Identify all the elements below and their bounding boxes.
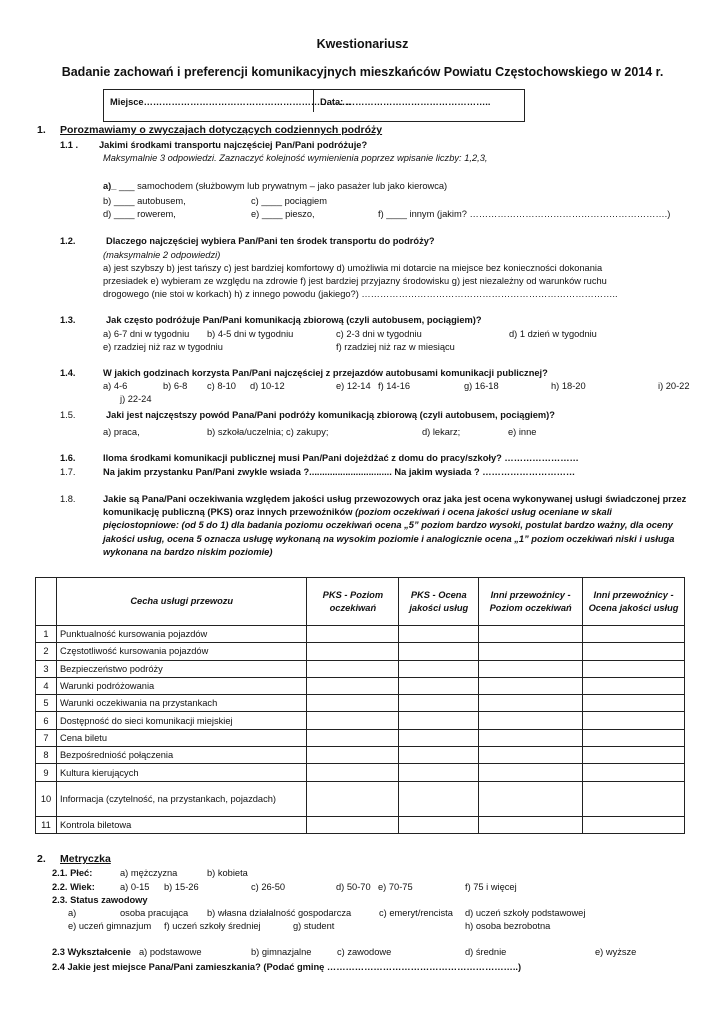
table-row-number: 2 [36,643,57,660]
table-row [36,695,685,712]
q25-question[interactable]: 2.4 Jakie jest miejsce Pana/Pani zamieszkania? (Podać gminę ……………………………………………………..) [52,962,522,972]
q18-line-3: pięciostopniowe: (od 5 do 1) dla badania poziomu oczekiwań ocena „5” poziom bardzo wysoki, postulat bardzo ważny, dla oceny [103,520,673,530]
q22-option-c[interactable]: c) 26-50 [251,882,286,892]
q11-option-a-letter: a)_ [103,181,117,191]
q11-option-b[interactable]: b) ____ autobusem, [103,196,186,206]
q12-options-line-1[interactable]: a) jest szybszy b) jest tańszy c) jest bardziej komfortowy d) umożliwia mi dotarcie na miejsce bez konieczności dokonania [103,263,603,273]
table-row-feature: Kontrola biletowa [56,816,306,833]
q14-number: 1.4. [60,368,76,378]
q22-option-f[interactable]: f) 75 i więcej [465,882,517,892]
pks-expectation-cell[interactable] [307,660,399,677]
table-row [36,781,685,816]
date-field[interactable]: Data: ……………………………………….. [320,97,491,107]
other-expectation-cell[interactable] [479,677,583,694]
table-header-number [36,578,57,626]
q11-option-f[interactable]: f) ____ innym (jakim? ……………………………………………………….) [378,209,671,219]
pks-expectation-cell[interactable] [307,781,399,816]
q21-label: 2.1. Płeć: [52,868,93,878]
q12-note: (maksymalnie 2 odpowiedzi) [103,250,221,260]
table-row [36,626,685,643]
q24-option-e[interactable]: e) wyższe [595,947,637,957]
table-row-number: 3 [36,660,57,677]
table-row-feature: Dostępność do sieci komunikacji miejskiej [56,712,306,729]
table-row-feature: Cena biletu [56,729,306,746]
q15-option-bc[interactable]: b) szkoła/uczelnia; c) zakupy; [207,427,329,437]
table-header-feature: Cecha usługi przewozu [56,578,306,626]
q22-option-b[interactable]: b) 15-26 [164,882,199,892]
q24-option-a[interactable]: a) podstawowe [139,947,202,957]
q23-option-g[interactable]: g) student [293,921,335,931]
q13-option-e[interactable]: e) rzadziej niż raz w tygodniu [103,342,223,352]
q18-line-1: Jakie są Pana/Pani oczekiwania względem jakości usług przewozowych oraz jaka jest ocena wykonywanej usługi świadczonej przez [103,494,687,504]
document-title: Kwestionariusz [316,37,409,51]
q14-option-d[interactable]: d) 10-12 [250,381,285,391]
q14-option-g[interactable]: g) 16-18 [464,381,499,391]
table-row-number: 1 [36,626,57,643]
pks-expectation-cell[interactable] [307,712,399,729]
q14-question: W jakich godzinach korzysta Pan/Pani najczęściej z przejazdów autobusami komunikacji publicznej? [103,368,548,378]
pks-expectation-cell[interactable] [307,695,399,712]
table-row [36,764,685,781]
q23-option-h[interactable]: h) osoba bezrobotna [465,921,551,931]
q23-option-e[interactable]: e) uczeń gimnazjum [68,921,152,931]
q22-option-a[interactable]: a) 0-15 [120,882,150,892]
other-expectation-cell[interactable] [479,695,583,712]
q21-option-a[interactable]: a) mężczyzna [120,868,178,878]
table-row-number: 6 [36,712,57,729]
pks-rating-cell[interactable] [399,729,479,746]
q23-option-b[interactable]: b) własna działalność gospodarcza [207,908,352,918]
q12-question: Dlaczego najczęściej wybiera Pan/Pani ten środek transportu do podróży? [106,236,435,246]
table-header-other-expectation: Inni przewoźnicy - Poziom oczekiwań [479,578,583,626]
q12-number: 1.2. [60,236,76,246]
other-rating-cell[interactable] [583,677,685,694]
q14-option-a[interactable]: a) 4-6 [103,381,128,391]
other-rating-cell[interactable] [583,764,685,781]
q23-option-a-letter[interactable]: a) [68,908,77,918]
q23-option-d[interactable]: d) uczeń szkoły podstawowej [465,908,586,918]
q23-option-c[interactable]: c) emeryt/rencista [379,908,453,918]
other-rating-cell[interactable] [583,712,685,729]
other-rating-cell[interactable] [583,660,685,677]
q18-line-2 [103,506,612,518]
q16-number: 1.6. [60,453,76,463]
q11-note: Maksymalnie 3 odpowiedzi. Zaznaczyć kolejność wymienienia poprzez wpisanie liczby: 1,2,3, [103,153,488,163]
table-row-number: 8 [36,747,57,764]
q14-option-h[interactable]: h) 18-20 [551,381,586,391]
q11-option-a-text: ___ samochodem (służbowym lub prywatnym – jako pasażer lub jako kierowca) [119,181,448,191]
table-header-other-rating: Inni przewoźnicy - Ocena jakości usług [583,578,685,626]
table-row-number: 11 [36,816,57,833]
table-row-feature: Bezpośredniość połączenia [56,747,306,764]
q11-option-d[interactable]: d) ____ rowerem, [103,209,176,219]
q14-option-i[interactable]: i) 20-22 [658,381,690,391]
q22-option-d[interactable]: d) 50-70 [336,882,371,892]
pks-rating-cell[interactable] [399,747,479,764]
q13-option-b[interactable]: b) 4-5 dni w tygodniu [207,329,294,339]
section-1-number: 1. [37,124,46,136]
table-row [36,643,685,660]
table-row-number: 7 [36,729,57,746]
table-row-number: 4 [36,677,57,694]
q15-option-e[interactable]: e) inne [508,427,537,437]
other-rating-cell[interactable] [583,626,685,643]
other-expectation-cell[interactable] [479,816,583,833]
q23-option-a-text[interactable]: osoba pracująca [120,908,189,918]
q11-question: Jakimi środkami transportu najczęściej Pan/Pani podróżuje? [99,140,368,150]
table-row-feature: Bezpieczeństwo podróży [56,660,306,677]
other-expectation-cell[interactable] [479,643,583,660]
q15-number: 1.5. [60,410,76,420]
table-header-pks-expectation: PKS - Poziom oczekiwań [307,578,399,626]
q12-options-line-2[interactable]: przesiadek e) wybieram ze względu na zdrowie f) jest bardziej przyjazny środowisku g) jest niezależny od warunków ruchu [103,276,607,286]
pks-expectation-cell[interactable] [307,643,399,660]
pks-expectation-cell[interactable] [307,626,399,643]
pks-rating-cell[interactable] [399,677,479,694]
q11-option-e[interactable]: e) ____ pieszo, [251,209,315,219]
q17-number: 1.7. [60,467,76,477]
q11-option-c[interactable]: c) ____ pociągiem [251,196,327,206]
pks-expectation-cell[interactable] [307,747,399,764]
q22-label: 2.2. Wiek: [52,882,95,892]
other-expectation-cell[interactable] [479,712,583,729]
section-1-title: Porozmawiamy o zwyczajach dotyczących codziennych podróży [60,124,383,136]
table-row-number: 9 [36,764,57,781]
rating-table [35,577,685,834]
pks-rating-cell[interactable] [399,695,479,712]
table-row-feature: Warunki oczekiwania na przystankach [56,695,306,712]
other-rating-cell[interactable] [583,695,685,712]
q24-option-d[interactable]: d) średnie [465,947,507,957]
pks-rating-cell[interactable] [399,764,479,781]
q24-option-b[interactable]: b) gimnazjalne [251,947,312,957]
q15-option-d[interactable]: d) lekarz; [422,427,461,437]
table-header-row [36,578,685,626]
q22-option-e[interactable]: e) 70-75 [378,882,413,892]
document-subtitle: Badanie zachowań i preferencji komunikacyjnych mieszkańców Powiatu Częstochowskiego w 2014 r. [61,65,664,79]
q16-question[interactable]: Iloma środkami komunikacji publicznej musi Pan/Pani dojeżdżać z domu do pracy/szkoły? …………………… [103,453,579,463]
q11-option-a[interactable] [103,180,447,192]
q14-option-j[interactable]: j) 22-24 [120,394,152,404]
other-expectation-cell[interactable] [479,764,583,781]
q14-option-f[interactable]: f) 14-16 [378,381,411,391]
q18-line-5: wykonana na bardzo niskim poziomie) [103,547,273,557]
table-row-number: 5 [36,695,57,712]
q23-option-f[interactable]: f) uczeń szkoły średniej [164,921,261,931]
table-body [36,626,685,834]
q14-option-e[interactable]: e) 12-14 [336,381,371,391]
q15-option-a[interactable]: a) praca, [103,427,140,437]
pks-rating-cell[interactable] [399,781,479,816]
table-row [36,729,685,746]
other-expectation-cell[interactable] [479,660,583,677]
other-expectation-cell[interactable] [479,729,583,746]
q18-line-2-b: (poziom oczekiwań i ocena jakości usług oceniane w skali [355,507,612,517]
section-2-title: Metryczka [60,853,111,865]
q24-option-c[interactable]: c) zawodowe [337,947,392,957]
q15-question: Jaki jest najczęstszy powód Pana/Pani podróży komunikacją zbiorową (czyli autobusem, pociągiem)? [106,410,555,420]
other-expectation-cell[interactable] [479,781,583,816]
q18-line-4: jakości usług, ocena 5 oznacza usługę wykonaną na wysokim poziomie i analogicznie ocena „1” poziom oczekiwań niski i usługa [103,534,675,544]
pks-expectation-cell[interactable] [307,764,399,781]
table-row-feature: Punktualność kursowania pojazdów [56,626,306,643]
q18-number: 1.8. [60,494,76,504]
table-row [36,816,685,833]
table-row-feature: Informacja (czytelność, na przystankach, pojazdach) [56,781,306,816]
table-row [36,747,685,764]
q13-question: Jak często podróżuje Pan/Pani komunikacją zbiorową (czyli autobusem, pociągiem)? [106,315,482,325]
table-header-pks-rating: PKS - Ocena jakości usług [399,578,479,626]
section-2-number: 2. [37,853,46,865]
table-row-feature: Kultura kierujących [56,764,306,781]
table-row-feature: Warunki podróżowania [56,677,306,694]
q13-number: 1.3. [60,315,76,325]
q13-option-a[interactable]: a) 6-7 dni w tygodniu [103,329,190,339]
q14-option-c[interactable]: c) 8-10 [207,381,236,391]
pks-rating-cell[interactable] [399,626,479,643]
q14-option-b[interactable]: b) 6-8 [163,381,188,391]
pks-rating-cell[interactable] [399,660,479,677]
q24-label: 2.3 Wykształcenie [52,947,131,957]
q12-options-line-3[interactable]: drogowego (nie stoi w korkach) h) z innego powodu (jakiego?) ……………………………………………………………………….. [103,289,618,299]
table-row-number: 10 [36,781,57,816]
pks-rating-cell[interactable] [399,816,479,833]
q21-option-b[interactable]: b) kobieta [207,868,248,878]
q13-option-f[interactable]: f) rzadziej niż raz w miesiącu [336,342,455,352]
table-row [36,712,685,729]
table-row [36,677,685,694]
other-rating-cell[interactable] [583,729,685,746]
other-rating-cell[interactable] [583,643,685,660]
other-rating-cell[interactable] [583,747,685,764]
other-rating-cell[interactable] [583,816,685,833]
other-rating-cell[interactable] [583,781,685,816]
q13-option-c[interactable]: c) 2-3 dni w tygodniu [336,329,422,339]
pks-expectation-cell[interactable] [307,816,399,833]
q18-line-2-a: komunikację publiczną (PKS) oraz innych przewoźników [103,507,356,517]
q13-option-d[interactable]: d) 1 dzień w tygodniu [509,329,597,339]
table-row [36,660,685,677]
place-field[interactable]: Miejsce…………………………………………………………. [110,97,351,107]
other-expectation-cell[interactable] [479,626,583,643]
other-expectation-cell[interactable] [479,747,583,764]
q17-question[interactable]: Na jakim przystanku Pan/Pani zwykle wsiada ?................................ Na jakim wysiada ? ………………………… [103,467,576,477]
table-row-feature: Częstotliwość kursowania pojazdów [56,643,306,660]
pks-expectation-cell[interactable] [307,729,399,746]
pks-rating-cell[interactable] [399,712,479,729]
pks-rating-cell[interactable] [399,643,479,660]
pks-expectation-cell[interactable] [307,677,399,694]
q11-number: 1.1 . [60,140,79,150]
q23-label: 2.3. Status zawodowy [52,895,148,905]
